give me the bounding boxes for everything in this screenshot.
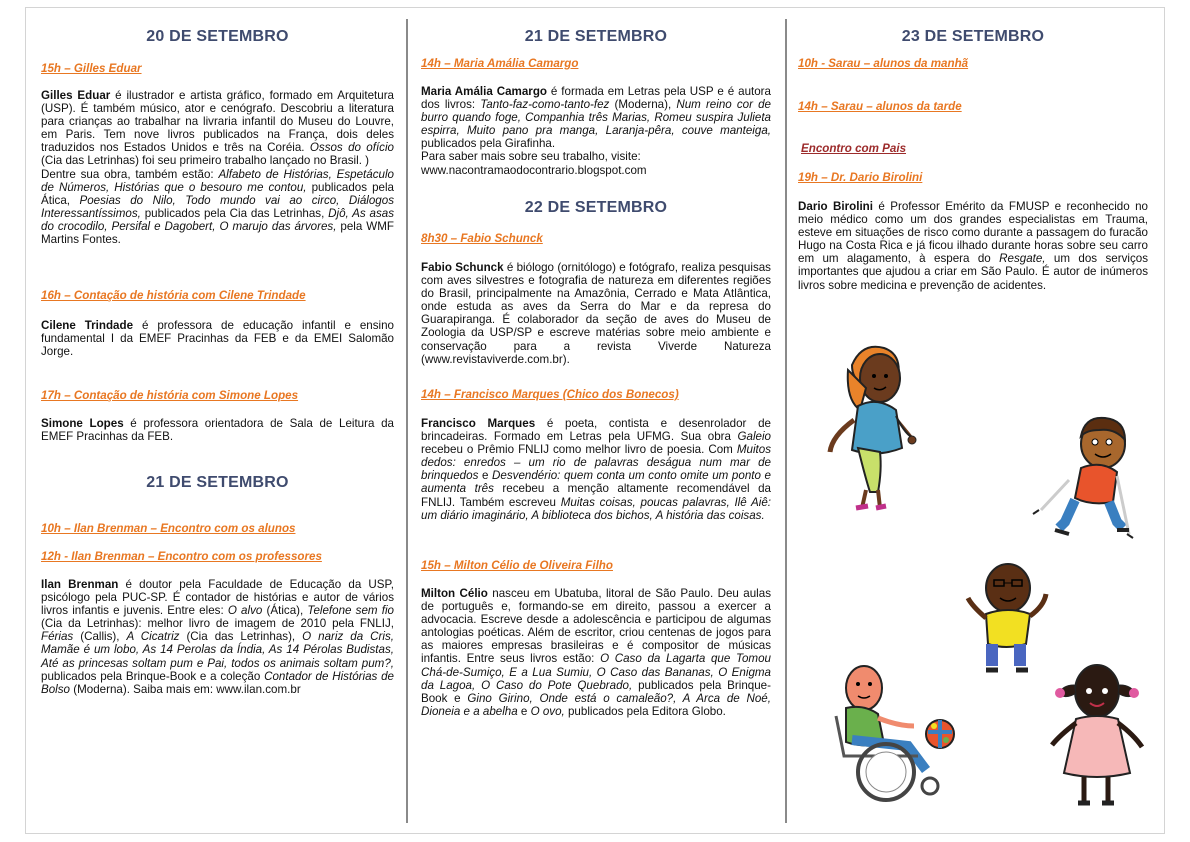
speaker-name: Francisco Marques	[421, 417, 536, 430]
session-title: 14h – Sarau – alunos da tarde	[798, 100, 962, 113]
speaker-name: Gilles Eduar	[41, 89, 111, 102]
boy-with-crutches-illustration	[1025, 410, 1140, 550]
session-title: 15h – Gilles Eduar	[41, 62, 142, 75]
bio-paragraph: Dario Birolini é Professor Emérito da FMUSP e reconhecido no meio médico como um dos grandes especialistas em Trauma, esteve em situações de risco como durante a passagem do furacão Hugo na Costa Rica e já ficou ilhado durante horas sobre seu carro em um alagamento, à espera do Resgate, um dos serviços importantes que ajudou a criar em São Paulo. É autor de inúmeros livros sobre medicina e prevenção de acidentes.	[798, 200, 1148, 292]
session-title: Encontro com Pais	[801, 142, 907, 155]
child-in-wheelchair-illustration	[818, 660, 968, 805]
bio-paragraph: Gilles Eduar é ilustrador e artista gráfico, formado em Arquitetura (USP). É também músico, ator e cenógrafo. Descobriu a literatura para crianças ao trabalhar na livraria infantil do Museu do Louvre, em Paris. Tem nove livros publicados na França, dois deles traduzidos nos Estados Unidos e três na Coréia. Ossos do ofício (Cia das Letrinhas) foi seu primeiro trabalho lançado no Brasil. ) Dentre sua obra, também estão: Alfabeto de Histórias, Espetáculo de Números, Histórias que o besouro me contou, publicados pela Ática, Poesias do Nilo, Todo mundo vai ao circo, Diálogos Interessantíssimos, publicados pela Cia das Letrinhas, Djô, As asas do crocodilo, Persifal e Dagobert, O marujo das árvores, pela WMF Martins Fontes.	[41, 89, 395, 247]
bio-paragraph: Cilene Trindade é professora de educação infantil e ensino fundamental I da EMEF Pracinhas da FEB e da EMEI Salomão Jorge.	[41, 319, 394, 359]
speaker-name: Fabio Schunck	[421, 261, 504, 274]
speaker-name: Dario Birolini	[798, 200, 873, 213]
bio-paragraph: Fabio Schunck é biólogo (ornitólogo) e fotógrafo, realiza pesquisas com aves silvestres e fotografia de natureza em diferentes regiões do Brasil, principalmente na Amazônia, Cerrado e Mata Atlântica, onde estuda as aves da Serra do Mar e da represa do Guarapiranga. É colaborador da seção de aves do Museu de Zoologia da USP/SP e escreve matérias sobre meio ambiente e conservação para a revista Viverde Natureza (www.revistaviverde.com.br).	[421, 261, 771, 366]
column-divider-2	[785, 19, 787, 823]
speaker-name: Simone Lopes	[41, 417, 124, 430]
session-title: 8h30 – Fabio Schunck	[421, 232, 543, 245]
speaker-name: Ilan Brenman	[41, 578, 119, 591]
session-title: 12h - Ilan Brenman – Encontro com os professores	[41, 550, 322, 563]
day-heading: 20 DE SETEMBRO	[146, 28, 289, 45]
day-heading: 23 DE SETEMBRO	[901, 28, 1045, 45]
girl-with-ball-illustration	[822, 340, 922, 515]
speaker-name: Maria Amália Camargo	[421, 85, 547, 98]
session-title: 10h - Sarau – alunos da manhã	[798, 57, 969, 70]
session-title: 17h – Contação de história com Simone Lopes	[41, 389, 299, 402]
session-title: 14h – Francisco Marques (Chico dos Bonecos)	[421, 388, 679, 401]
bio-paragraph: Ilan Brenman é doutor pela Faculdade de Educação da USP, psicólogo pela PUC-SP. É contador de histórias e autor de vários livros infantis e juvenis. Entre eles: O alvo (Ática), Telefone sem fio (Cia da Letrinhas): melhor livro de imagem de 2010 pela FNLIJ, Férias (Callis), A Cicatriz (Cia das Letrinhas), O nariz da Cris, Mamãe é um lobo, As 14 Perolas da Índia, As 14 Pérolas Budistas, Até as princesas soltam pum e Pai, todos os animais soltam pum?, publicados pela Brinque-Book e a coleção Contador de Histórias de Bolso (Moderna). Saiba mais em: www.ilan.com.br	[41, 578, 395, 696]
girl-with-pigtails-illustration	[1042, 655, 1152, 815]
bio-paragraph: Simone Lopes é professora orientadora de Sala de Leitura da EMEF Pracinhas da FEB.	[41, 417, 394, 444]
session-title: 19h – Dr. Dario Birolini	[798, 171, 923, 184]
session-title: 14h – Maria Amália Camargo	[421, 57, 579, 70]
speaker-name: Cilene Trindade	[41, 319, 134, 332]
session-title: 16h – Contação de história com Cilene Trindade	[41, 289, 306, 302]
boy-waving-illustration	[962, 550, 1054, 680]
day-heading: 22 DE SETEMBRO	[524, 199, 668, 216]
column-divider-1	[406, 19, 408, 823]
day-heading: 21 DE SETEMBRO	[146, 474, 289, 491]
day-heading: 21 DE SETEMBRO	[524, 28, 668, 45]
session-title: 10h – Ilan Brenman – Encontro com os alunos	[41, 522, 296, 535]
bio-paragraph: Maria Amália Camargo é formada em Letras pela USP e é autora dos livros: Tanto-faz-como-tanto-fez (Moderna), Num reino cor de burro quando foge, Companhia três Marias, Romeu suspira Julieta espirra, Muito pano pra manga, Laranja-pêra, couve manteiga, publicados pela Girafinha. Para saber mais sobre seu trabalho, visite: www.nacontramaodocontrario.blogspot.com	[421, 85, 771, 177]
session-title: 15h – Milton Célio de Oliveira Filho	[421, 559, 613, 572]
bio-paragraph: Milton Célio nasceu em Ubatuba, litoral de São Paulo. Deu aulas de português e, formando-se em direito, passou a exercer a advocacia. Escreve desde a adolescência e participou de algumas antologias poéticas. Além de escritor, criou centenas de jogos para as maiores empresas brasileiras e é compositor de músicas infantis. Entre seus livros estão: O Caso da Lagarta que Tomou Chá-de-Sumiço, E a Lua Sumiu, O Caso das Bananas, O Enigma da Lagoa, O Caso do Pote Quebrado, publicados pela Brinque-Book e Gino Girino, Onde está o camaleão?, A Arca de Noé, Dioneia e a abelha e O ovo, publicados pela Editora Globo.	[421, 587, 771, 718]
speaker-name: Milton Célio	[421, 587, 488, 600]
bio-paragraph: Francisco Marques é poeta, contista e desenrolador de brincadeiras. Formado em Letras pela UFMG. Sua obra Galeio recebeu o Prêmio FNLIJ como melhor livro de poesia. Com Muitos dedos: enredos – um rio de palavras deságua num mar de brinquedos e Desvendério: quem conta um conto omite um ponto e aumenta três recebeu a menção altamente recomendável da FNLIJ. Também escreveu Muitas coisas, poucas palavras, Ilê Aiê: um diário imaginário, A biblioteca dos bichos, A história das coisas.	[421, 417, 772, 522]
